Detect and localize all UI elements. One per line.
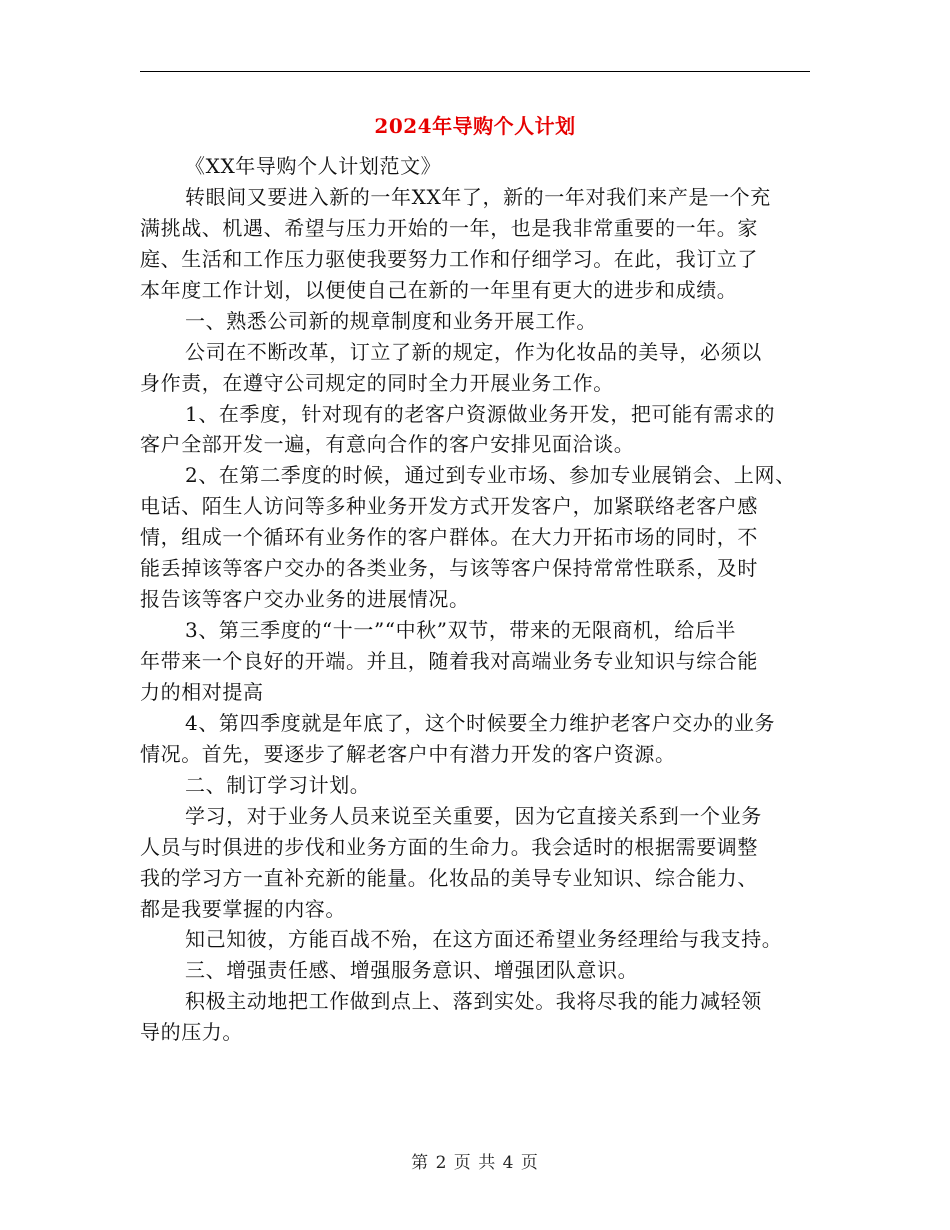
- body-line: 知己知彼，方能百战不殆，在这方面还希望业务经理给与我支持。: [185, 927, 783, 952]
- body-line: 三、增强责任感、增强服务意识、增强团队意识。: [185, 958, 639, 983]
- body-line: 本年度工作计划，以便使自己在新的一年里有更大的进步和成绩。: [140, 277, 738, 302]
- body-line: 情，组成一个循环有业务作的客户群体。在大力开拓市场的同时，不: [140, 525, 758, 550]
- body-line: 人员与时俱进的步伐和业务方面的生命力。我会适时的根据需要调整: [140, 834, 758, 859]
- page-footer: 第 2 页 共 4 页: [411, 1153, 539, 1173]
- body-line: 2、在第二季度的时候，通过到专业市场、参加专业展销会、上网、: [185, 463, 796, 488]
- header-rule: [140, 71, 810, 72]
- body-line: 年带来一个良好的开端。并且，随着我对高端业务专业知识与综合能: [140, 649, 758, 673]
- body-line: 一、熟悉公司新的规章制度和业务开展工作。: [185, 308, 597, 333]
- body-line: 3、第三季度的“十一”“中秋”双节，带来的无限商机，给后半: [185, 618, 737, 643]
- body-line: 1、在季度，针对现有的老客户资源做业务开发，把可能有需求的: [185, 401, 776, 426]
- document-title: 2024年导购个人计划: [374, 114, 576, 138]
- body-line: 4、第四季度就是年底了，这个时候要全力维护老客户交办的业务: [185, 710, 776, 735]
- body-line: 导的压力。: [140, 1020, 243, 1045]
- body-line: 《XX年导购个人计划范文》: [185, 154, 442, 178]
- body-line: 庭、生活和工作压力驱使我要努力工作和仔细学习。在此，我订立了: [140, 246, 758, 271]
- body-line: 我的学习方一直补充新的能量。化妆品的美导专业知识、综合能力、: [140, 865, 758, 890]
- body-line: 客户全部开发一遍，有意向合作的客户安排见面洽谈。: [140, 432, 635, 457]
- body-line: 电话、陌生人访问等多种业务开发方式开发客户，加紧联络老客户感: [140, 494, 758, 519]
- body-line: 积极主动地把工作做到点上、落到实处。我将尽我的能力减轻领: [185, 989, 762, 1014]
- body-line: 公司在不断改革，订立了新的规定，作为化妆品的美导，必须以: [185, 339, 762, 364]
- body-line: 二、制订学习计划。: [185, 772, 371, 797]
- body-line: 力的相对提高: [140, 679, 264, 704]
- body-line: 能丢掉该等客户交办的各类业务，与该等客户保持常常性联系，及时: [140, 556, 758, 581]
- body-line: 满挑战、机遇、希望与压力开始的一年，也是我非常重要的一年。家: [140, 215, 758, 240]
- body-line: 学习，对于业务人员来说至关重要，因为它直接关系到一个业务: [185, 803, 762, 828]
- body-line: 情况。首先，要逐步了解老客户中有潜力开发的客户资源。: [140, 741, 676, 766]
- body-line: 都是我要掌握的内容。: [140, 896, 346, 921]
- body-line: 报告该等客户交办业务的进展情况。: [140, 587, 470, 612]
- body-line: 转眼间又要进入新的一年XX年了，新的一年对我们来产是一个充: [185, 184, 771, 209]
- body-line: 身作责，在遵守公司规定的同时全力开展业务工作。: [140, 370, 614, 395]
- document-body: [140, 151, 820, 1048]
